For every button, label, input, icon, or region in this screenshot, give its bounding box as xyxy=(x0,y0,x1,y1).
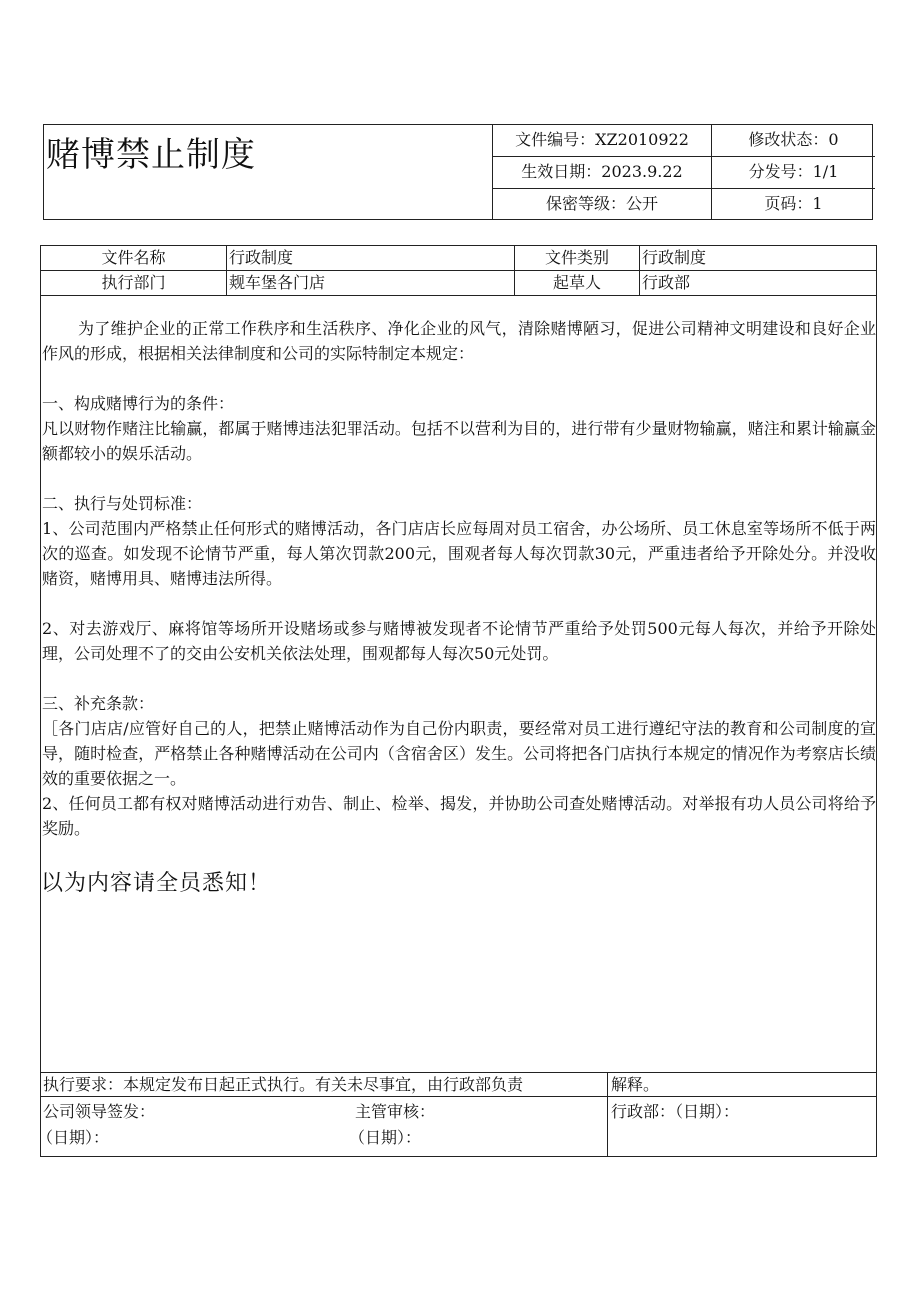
page-title: 赌博禁止制度 xyxy=(46,135,256,175)
closing-notice: 以为内容请全员悉知！ xyxy=(41,871,272,896)
dept-label: 执行部门 xyxy=(41,271,227,295)
file-number-value: XZ2010922 xyxy=(595,130,689,149)
execution-requirement: 执行要求：本规定发布日起正式执行。有关未尽事宜，由行政部负责 xyxy=(43,1075,524,1094)
section-1-text: 凡以财物作赌注比输赢，都属于赌博违法犯罪活动。包括不以营利为目的，进行带有少量财物输赢，赌注和累计输赢金额都较小的娱乐活动。 xyxy=(42,419,876,463)
file-name-value: 行政制度 xyxy=(227,246,515,270)
distribution-label: 分发号： xyxy=(748,162,813,181)
revision-label: 修改状态： xyxy=(748,130,829,149)
meta-row xyxy=(493,156,875,189)
supervisor-sign-label: 主管审核： xyxy=(355,1102,436,1121)
meta-row xyxy=(493,188,875,220)
file-number xyxy=(493,124,712,156)
admin-sign-label: 行政部：（日期）： xyxy=(611,1102,740,1121)
effective-date-label: 生效日期： xyxy=(521,162,602,181)
section-1-heading: 一、构成赌博行为的条件： xyxy=(42,394,235,413)
distribution-number xyxy=(712,156,875,188)
confidentiality-label: 保密等级： xyxy=(545,194,626,213)
info-row xyxy=(41,246,876,271)
section-3-item-2: 2、任何员工都有权对赌博活动进行劝告、制止、检举、揭发，并协助公司查处赌博活动。对举报有功人员公司将给予奖励。 xyxy=(42,794,876,838)
effective-date xyxy=(493,156,712,188)
meta-row xyxy=(493,124,875,157)
execution-requirement-tail: 解释。 xyxy=(611,1075,660,1094)
document-meta-table xyxy=(492,124,875,220)
execution-requirement-row xyxy=(41,1072,876,1097)
revision-status xyxy=(712,124,875,156)
file-type-value: 行政制度 xyxy=(642,248,707,267)
section-2-heading: 二、执行与处罚标准： xyxy=(42,494,203,513)
page-number-label: 页码： xyxy=(764,194,813,213)
section-2-item-2: 2、对去游戏厅、麻将馆等场所开设赌场或参与赌博被发现者不论情节严重给予处罚500元每人每次，并给予开除处理，公司处理不了的交由公安机关依法处理，围观都每人每次50元处罚。 xyxy=(42,619,876,663)
distribution-value: 1/1 xyxy=(812,162,839,181)
section-2-item-1: 1、公司范围内严格禁止任何形式的赌博活动，各门店店长应每周对员工宿舍，办公场所、员工休息室等场所不低于两次的巡查。如发现不论情节严重，每人第次罚款200元，围观者每人每次罚款30元，严重违者给予开除处分。并没收赌资，赌博用具、赌博违法所得。 xyxy=(42,519,876,588)
page-number-value: 1 xyxy=(812,194,823,213)
file-name-label: 文件名称 xyxy=(41,246,227,270)
leader-sign-label: 公司领导签发： xyxy=(43,1102,156,1121)
revision-value: 0 xyxy=(828,130,839,149)
drafter-label: 起草人 xyxy=(515,271,640,295)
intro-paragraph: 为了维护企业的正常工作秩序和生活秩序、净化企业的风气，清除赌博陋习，促进公司精神文明建设和良好企业作风的形成，根据相关法律制度和公司的实际特制定本规定： xyxy=(42,319,876,363)
confidentiality-value: 公开 xyxy=(626,194,659,213)
signature-row xyxy=(37,1097,876,1156)
document-body-table xyxy=(37,245,877,1157)
confidentiality-level xyxy=(493,188,712,220)
supervisor-date-label: （日期）： xyxy=(349,1128,422,1147)
dept-value: 觌车堡各门店 xyxy=(227,271,515,295)
leader-date-label: （日期）： xyxy=(37,1128,110,1147)
file-number-label: 文件编号： xyxy=(515,130,596,149)
page-number xyxy=(712,188,875,220)
info-row xyxy=(41,271,876,296)
section-3-heading: 三、补充条款： xyxy=(42,694,155,713)
effective-date-value: 2023.9.22 xyxy=(601,162,683,181)
document-header xyxy=(43,124,873,220)
file-type-label: 文件类别 xyxy=(515,246,640,270)
policy-content xyxy=(42,316,876,841)
section-3-item-1: ［各门店店/应管好自己的人，把禁止赌博活动作为自己份内职责，要经常对员工进行遵纪守法的教育和公司制度的宣导，随时检查，严格禁止各种赌博活动在公司内（含宿舍区）发生。公司将把各门店执行本规定的情况作为考察店长绩效的重要依据之一。 xyxy=(42,719,876,788)
drafter-value: 行政部 xyxy=(642,273,691,292)
